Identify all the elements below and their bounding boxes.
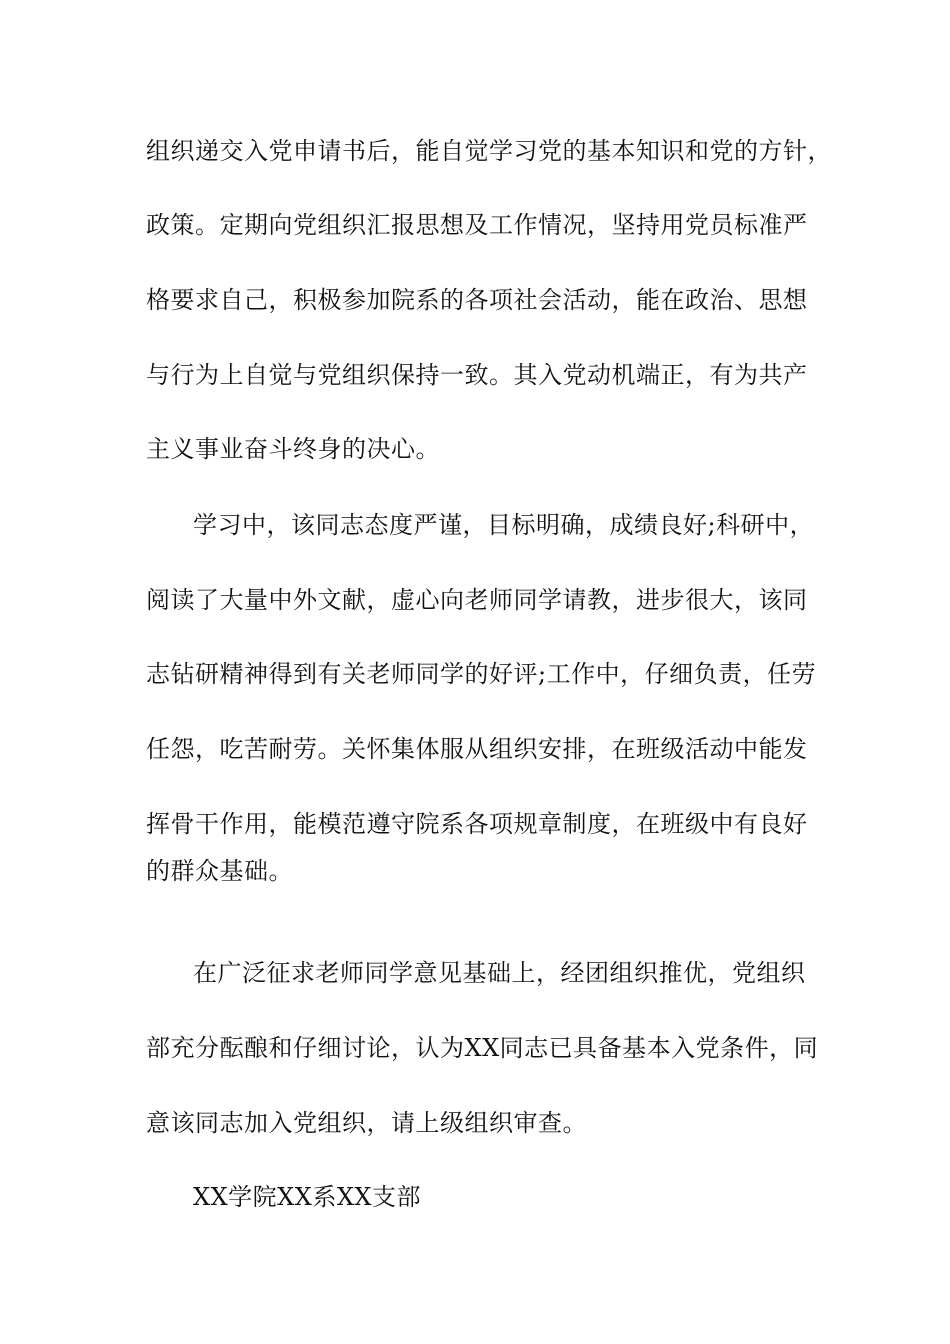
signature-line: XX学院XX系XX支部 [193,1183,422,1211]
text-line: 志钻研精神得到有关老师同学的好评;工作中，仔细负责，任劳 [146,660,817,688]
text-line: 政策。定期向党组织汇报思想及工作情况，坚持用党员标准严 [146,211,808,239]
text-line: 组织递交入党申请书后，能自觉学习党的基本知识和党的方针， [146,137,832,165]
text-line: 的群众基础。 [146,857,293,885]
text-line: 格要求自己，积极参加院系的各项社会活动，能在政治、思想 [146,286,808,314]
text-line: 意该同志加入党组织，请上级组织审查。 [146,1109,587,1137]
text-line: 挥骨干作用，能模范遵守院系各项规章制度，在班级中有良好 [146,810,808,838]
text-line: 部充分酝酿和仔细讨论，认为XX同志已具备基本入党条件，同 [146,1034,819,1062]
paragraph-first-line: 学习中，该同志态度严谨，目标明确，成绩良好;科研中， [193,511,815,539]
text-line: 与行为上自觉与党组织保持一致。其入党动机端正，有为共产 [146,361,808,389]
text-line: 任怨，吃苦耐劳。关怀集体服从组织安排，在班级活动中能发 [146,735,808,763]
text-line: 阅读了大量中外文献，虚心向老师同学请教，进步很大，该同 [146,586,808,614]
text-line: 主义事业奋斗终身的决心。 [146,435,440,463]
paragraph-first-line: 在广泛征求老师同学意见基础上，经团组织推优，党组织 [193,959,806,987]
